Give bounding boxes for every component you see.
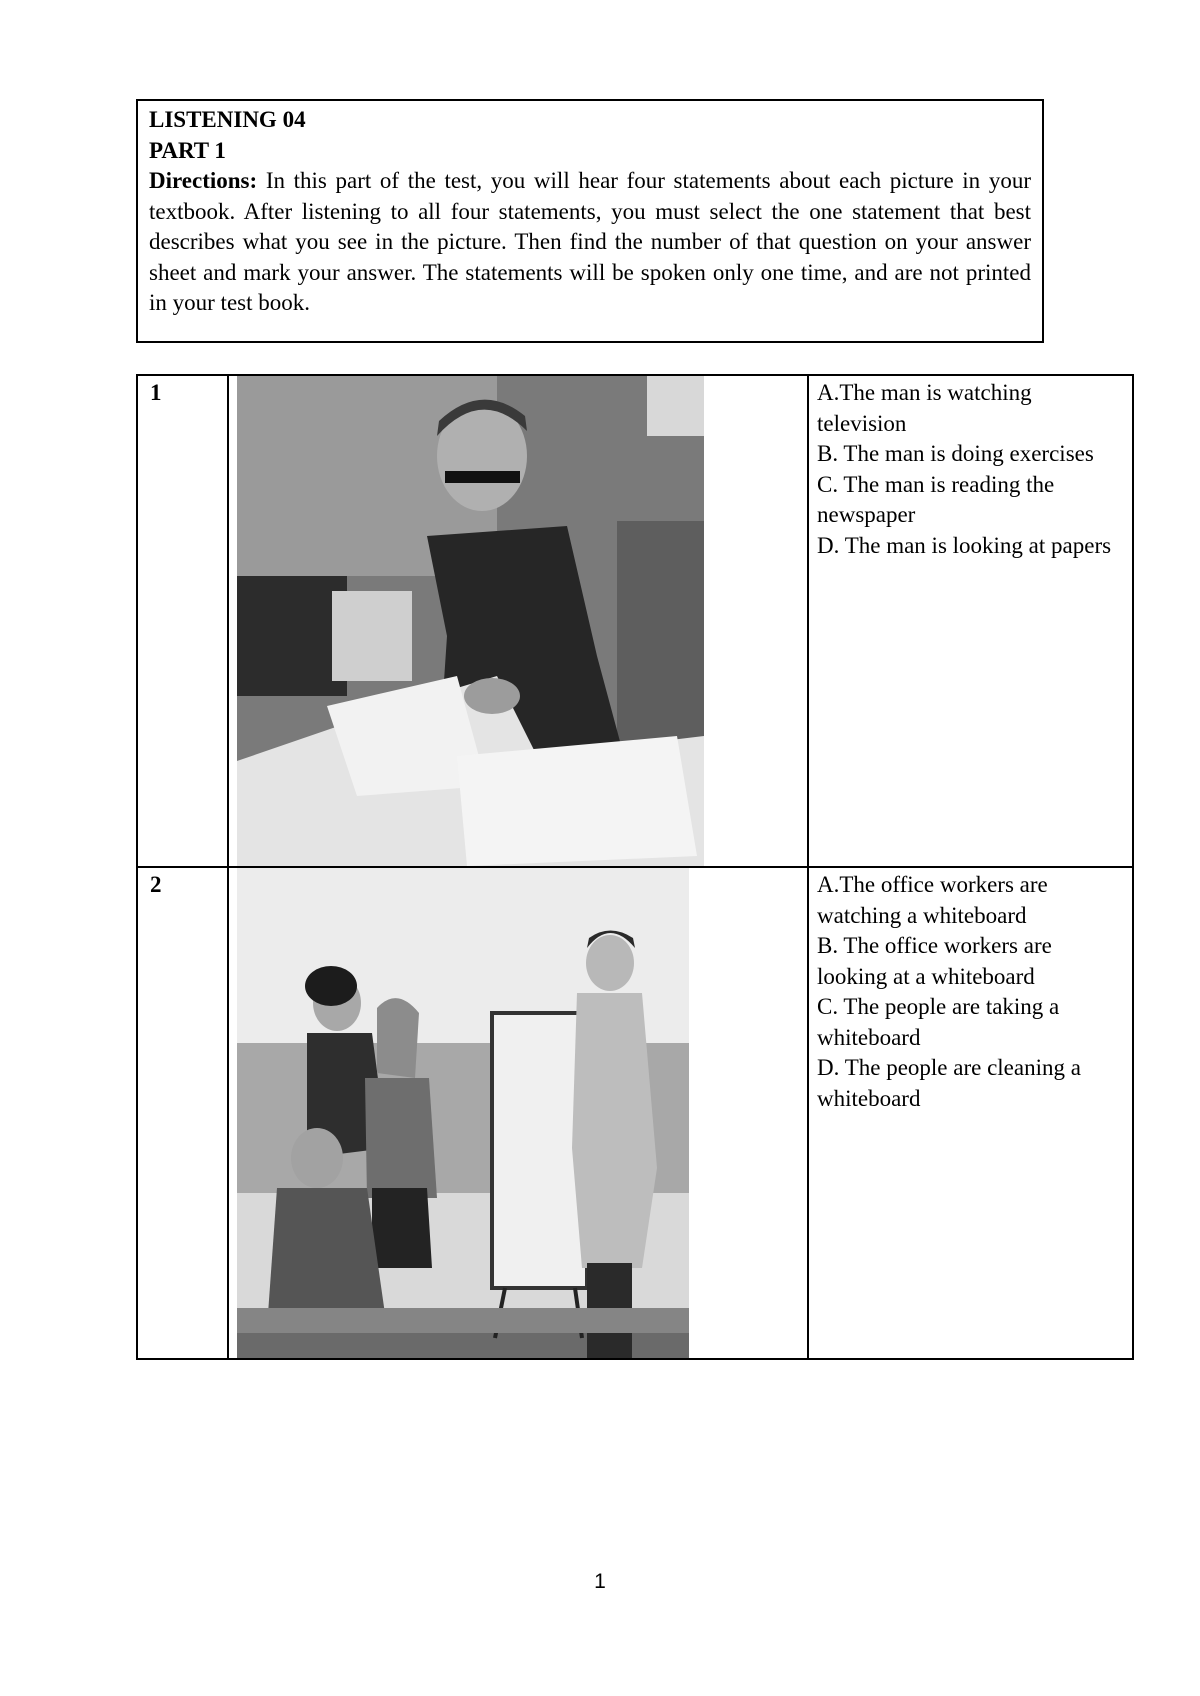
option-c: C. The man is reading the newspaper (817, 471, 1055, 527)
option-d: D. The man is looking at papers (817, 532, 1112, 558)
answer-options (809, 868, 1132, 1114)
option-a: A.The office workers are watching a whiteboard (817, 872, 1048, 928)
directions-paragraph (149, 166, 1031, 319)
option-d: D. The people are cleaning a whiteboard (817, 1055, 1081, 1111)
option-c: C. The people are taking a whiteboard (817, 994, 1060, 1050)
questions-table (136, 374, 1134, 1360)
option-a: A.The man is watching television (817, 380, 1032, 436)
photo-man-with-papers (229, 376, 807, 866)
question-row-1 (137, 375, 1133, 867)
page-number: 1 (594, 1570, 606, 1593)
directions-box (136, 99, 1044, 343)
photo-man-with-papers-illustration (237, 376, 704, 866)
question-number: 2 (150, 872, 162, 897)
answer-options (809, 376, 1132, 561)
photo-office-whiteboard-illustration (237, 868, 689, 1358)
question-number: 1 (150, 380, 162, 405)
photo-office-whiteboard (229, 868, 807, 1358)
directions-label: Directions: (149, 168, 258, 193)
directions-text: In this part of the test, you will hear four statements about each picture in your textbook. After listening to all four statements, you must select the one statement that best describes what you see in the picture. Then find the number of that question on your answer sheet and mark your answer. The statements will be spoken only one time, and are not printed in your test book. (149, 168, 1031, 315)
part-title: PART 1 (149, 137, 226, 163)
option-b: B. The office workers are looking at a whiteboard (817, 933, 1052, 989)
option-b: B. The man is doing exercises (817, 441, 1094, 466)
listening-title: LISTENING 04 (149, 107, 306, 132)
question-row-2 (137, 867, 1133, 1359)
